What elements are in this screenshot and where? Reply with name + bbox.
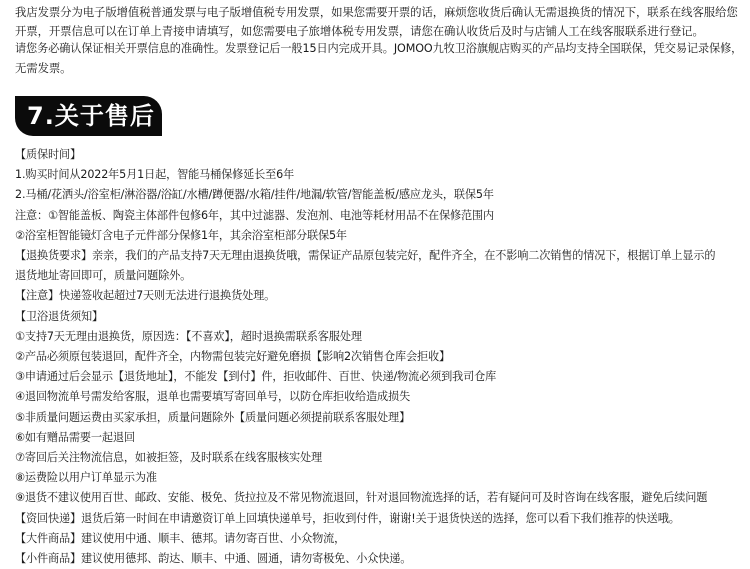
warranty-note: ②浴室柜智能镜灯含电子元件部分保修1年，其余浴室柜部分联保5年 [15,228,347,242]
return-rule: ③申请通过后会显示【退货地址】，不能发【到付】件，拒收邮件、百世、快递/物流必须到我司仓库 [15,370,497,384]
return-rule: ⑥如有赠品需要一起退回 [15,430,135,444]
courier-small-items: 【小件商品】建议使用德邦、韵达、顺丰、中通、圆通，请勿寄极免、小众快递。 [15,552,412,566]
courier-guidance: 【资回快递】退货后第一时间在申请邀资订单上回填快递单号，拒收到付件，谢谢!关于退货快送的选择，您可以看下我们推荐的快送哦。 [15,511,680,525]
courier-large-items: 【大件商品】建议使用中通、顺丰、德邦。请勿寄百世、小众物流， [15,531,346,545]
return-requirement: 退货地址寄回即可，质量问题除外。 [15,269,192,283]
return-rule: ⑦寄回后关注物流信息，如被拒签，及时联系在线客服核实处理 [15,451,323,465]
return-rule: ⑤非质量问题运费由买家承担，质量问题除外【质量问题必须提前联系客服处理】 [15,410,411,424]
section-title-after-sales: 7.关于售后 [15,96,162,136]
return-requirement: 【退换货要求】亲亲，我们的产品支持7天无理由退换货哦，需保证产品原包装完好，配件齐全，在不影响二次销售的情况下，根据订单上显示的 [15,249,716,263]
return-rule: ⑧运费险以用户订单显示为准 [15,471,157,485]
invoice-notice-line: 开票，开票信息可以在订单上青接申请填写，如您需要电子旅增体税专用发票，请您在确认收货后及时与店铺人工在线客服联系进行登记。 [15,23,704,38]
warranty-line: 1.购买时间从2022年5月1日起，智能马桶保修延长至6年 [15,168,295,182]
return-rule: ⑨退货不建议使用百世、邮政、安能、极免、货拉拉及不常见物流退回，针对退回物流选择的话，若有疑问可及时咨询在线客服，避免后续问题 [15,491,708,505]
invoice-notice-line: 我店发票分为电子版增值税普通发票与电子版增值税专用发票，如果您需要开票的话，麻烦您收货后确认无需退换货的情况下，联系在线客服给您 [15,5,738,19]
invoice-notice-line: 无需发票。 [15,60,72,75]
return-notice: 【注意】快递签收起超过7天则无法进行退换货处理。 [15,289,276,303]
return-rule: ②产品必须原包装退回，配件齐全，内物需包装完好避免磨损【影响2次销售仓库会拒收】 [15,350,451,364]
warranty-line: 2.马桶/花洒头/浴室柜/淋浴器/浴缸/水槽/蹲便器/水箱/挂件/地漏/软管/智能盖板/感应龙头，联保5年 [15,188,494,202]
return-rule: ④退回物流单号需发给客服，退单也需要填写寄回单号，以防仓库拒收给造成损失 [15,390,411,404]
invoice-notice-line: 请您务必确认保证相关开票信息的准确性。发票登记后一般15日内完成开具。JOMOO九牧卫浴旗舰店购买的产品均支持全国联保，凭交易记录保修， [15,42,743,56]
after-sales-content [15,145,745,569]
invoice-notice [15,3,743,77]
warranty-heading: 【质保时间】 [15,148,82,161]
return-rules-heading: 【卫浴退货须知】 [15,309,104,323]
warranty-note: 注意：①智能盖板、陶瓷主体部件包修6年，其中过滤器、发泡剂、电池等耗材用品不在保修范围内 [15,208,495,222]
return-rule: ①支持7天无理由退换货，原因选：【不喜欢】，超时退换需联系客服处理 [15,329,362,343]
